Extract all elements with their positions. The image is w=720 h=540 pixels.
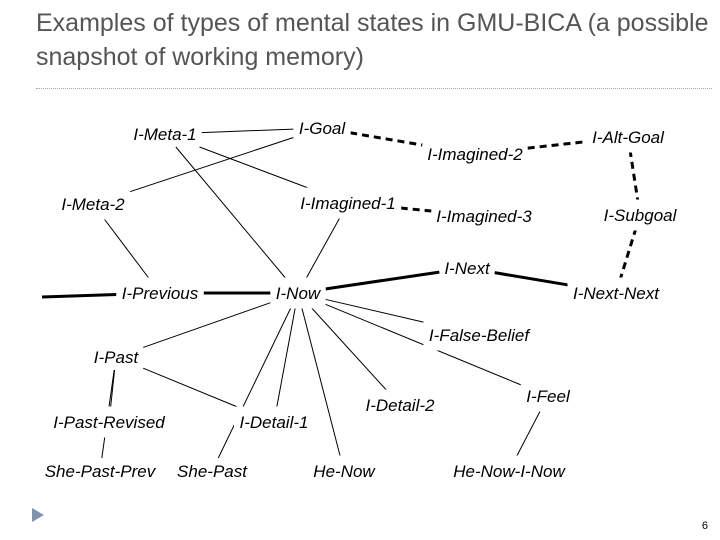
edge-i-meta-1-to-i-now bbox=[176, 147, 287, 280]
edge-i-imagined-1-to-i-now bbox=[305, 216, 341, 280]
node-i-feel bbox=[521, 381, 574, 411]
node-label: I-Next-Next bbox=[573, 284, 659, 303]
node-i-meta-1 bbox=[133, 125, 196, 144]
node-label: She-Past bbox=[177, 462, 247, 481]
node-label: I-Next bbox=[444, 259, 490, 278]
node-label: I-Meta-2 bbox=[61, 195, 125, 214]
node-i-imagined-3 bbox=[436, 207, 532, 226]
node-label: I-Imagined-2 bbox=[427, 145, 523, 164]
node-label: I-False-Belief bbox=[428, 326, 530, 345]
node-i-past-revised bbox=[48, 407, 169, 437]
edge-i-alt-goal-to-i-subgoal bbox=[630, 150, 638, 202]
node-label: She-Past-Prev bbox=[44, 462, 156, 481]
edge-i-now-to-i-detail-2 bbox=[310, 306, 388, 392]
node-label: I-Past bbox=[93, 348, 139, 367]
node-label: I-Past-Revised bbox=[53, 413, 165, 432]
edge-i-imagined-1-to-i-imagined-3 bbox=[401, 208, 432, 211]
edge-i-now-to-i-next bbox=[325, 272, 439, 289]
node-label: I-Previous bbox=[121, 284, 199, 303]
node-i-imagined-1 bbox=[295, 188, 400, 218]
edge-i-goal-to-i-imagined-2 bbox=[350, 133, 422, 145]
page-number: 6 bbox=[701, 520, 708, 532]
edge-i-now-to-i-detail-1 bbox=[276, 306, 295, 409]
edge-i-past-to-i-detail-1 bbox=[143, 368, 242, 409]
edge-i-meta-2-to-i-previous bbox=[103, 217, 150, 280]
edge-i-meta-2-to-i-goal bbox=[130, 137, 294, 191]
edge-i-subgoal-to-i-next-next bbox=[620, 228, 636, 280]
node-he-now-i-now bbox=[448, 456, 569, 486]
node-label: I-Goal bbox=[298, 119, 346, 138]
node-i-imagined-2 bbox=[427, 145, 523, 164]
edge-i-meta-1-to-i-imagined-1 bbox=[199, 147, 313, 190]
node-i-next bbox=[444, 259, 491, 278]
node-i-next-next bbox=[568, 278, 664, 308]
node-she-past bbox=[177, 462, 248, 481]
node-i-past bbox=[94, 348, 140, 367]
node-i-alt-goal bbox=[587, 122, 669, 152]
node-label: He-Now bbox=[313, 462, 375, 481]
edge-i-meta-1-to-i-goal bbox=[202, 129, 294, 133]
node-label: I-Now bbox=[275, 284, 321, 303]
node-i-meta-2 bbox=[56, 189, 129, 219]
slide-bullet-icon bbox=[32, 508, 44, 522]
node-he-now bbox=[308, 456, 379, 486]
node-label: I-Meta-1 bbox=[133, 125, 197, 144]
node-label: He-Now-I-Now bbox=[453, 462, 565, 481]
node-label: I-Imagined-3 bbox=[436, 207, 532, 226]
node-label: I-Subgoal bbox=[603, 206, 677, 225]
node-she-past-prev bbox=[45, 462, 157, 481]
edge-i-now-to-i-past bbox=[143, 303, 271, 348]
node-i-goal bbox=[294, 113, 350, 143]
edge-i-imagined-2-to-i-alt-goal bbox=[528, 142, 587, 149]
node-i-false-belief bbox=[424, 320, 534, 350]
node-i-now bbox=[271, 278, 325, 308]
slide-title: Examples of types of mental states in GMU-BICA (a possible snapshot of working memory) bbox=[36, 9, 709, 71]
node-i-previous bbox=[117, 278, 204, 308]
node-label: I-Alt-Goal bbox=[592, 128, 664, 147]
node-label: I-Detail-2 bbox=[365, 396, 435, 415]
node-i-detail-2 bbox=[361, 390, 440, 420]
node-label: I-Feel bbox=[526, 387, 570, 406]
edge-i-next-to-i-next-next bbox=[495, 273, 568, 285]
node-label: I-Detail-1 bbox=[239, 413, 309, 432]
edge-i-feel-to-he-now-i-now bbox=[516, 409, 541, 458]
node-i-subgoal bbox=[599, 200, 682, 230]
edge-i-previous-to-offpage-left bbox=[42, 294, 117, 297]
node-label: I-Imagined-1 bbox=[300, 194, 396, 213]
node-i-detail-1 bbox=[235, 407, 314, 437]
